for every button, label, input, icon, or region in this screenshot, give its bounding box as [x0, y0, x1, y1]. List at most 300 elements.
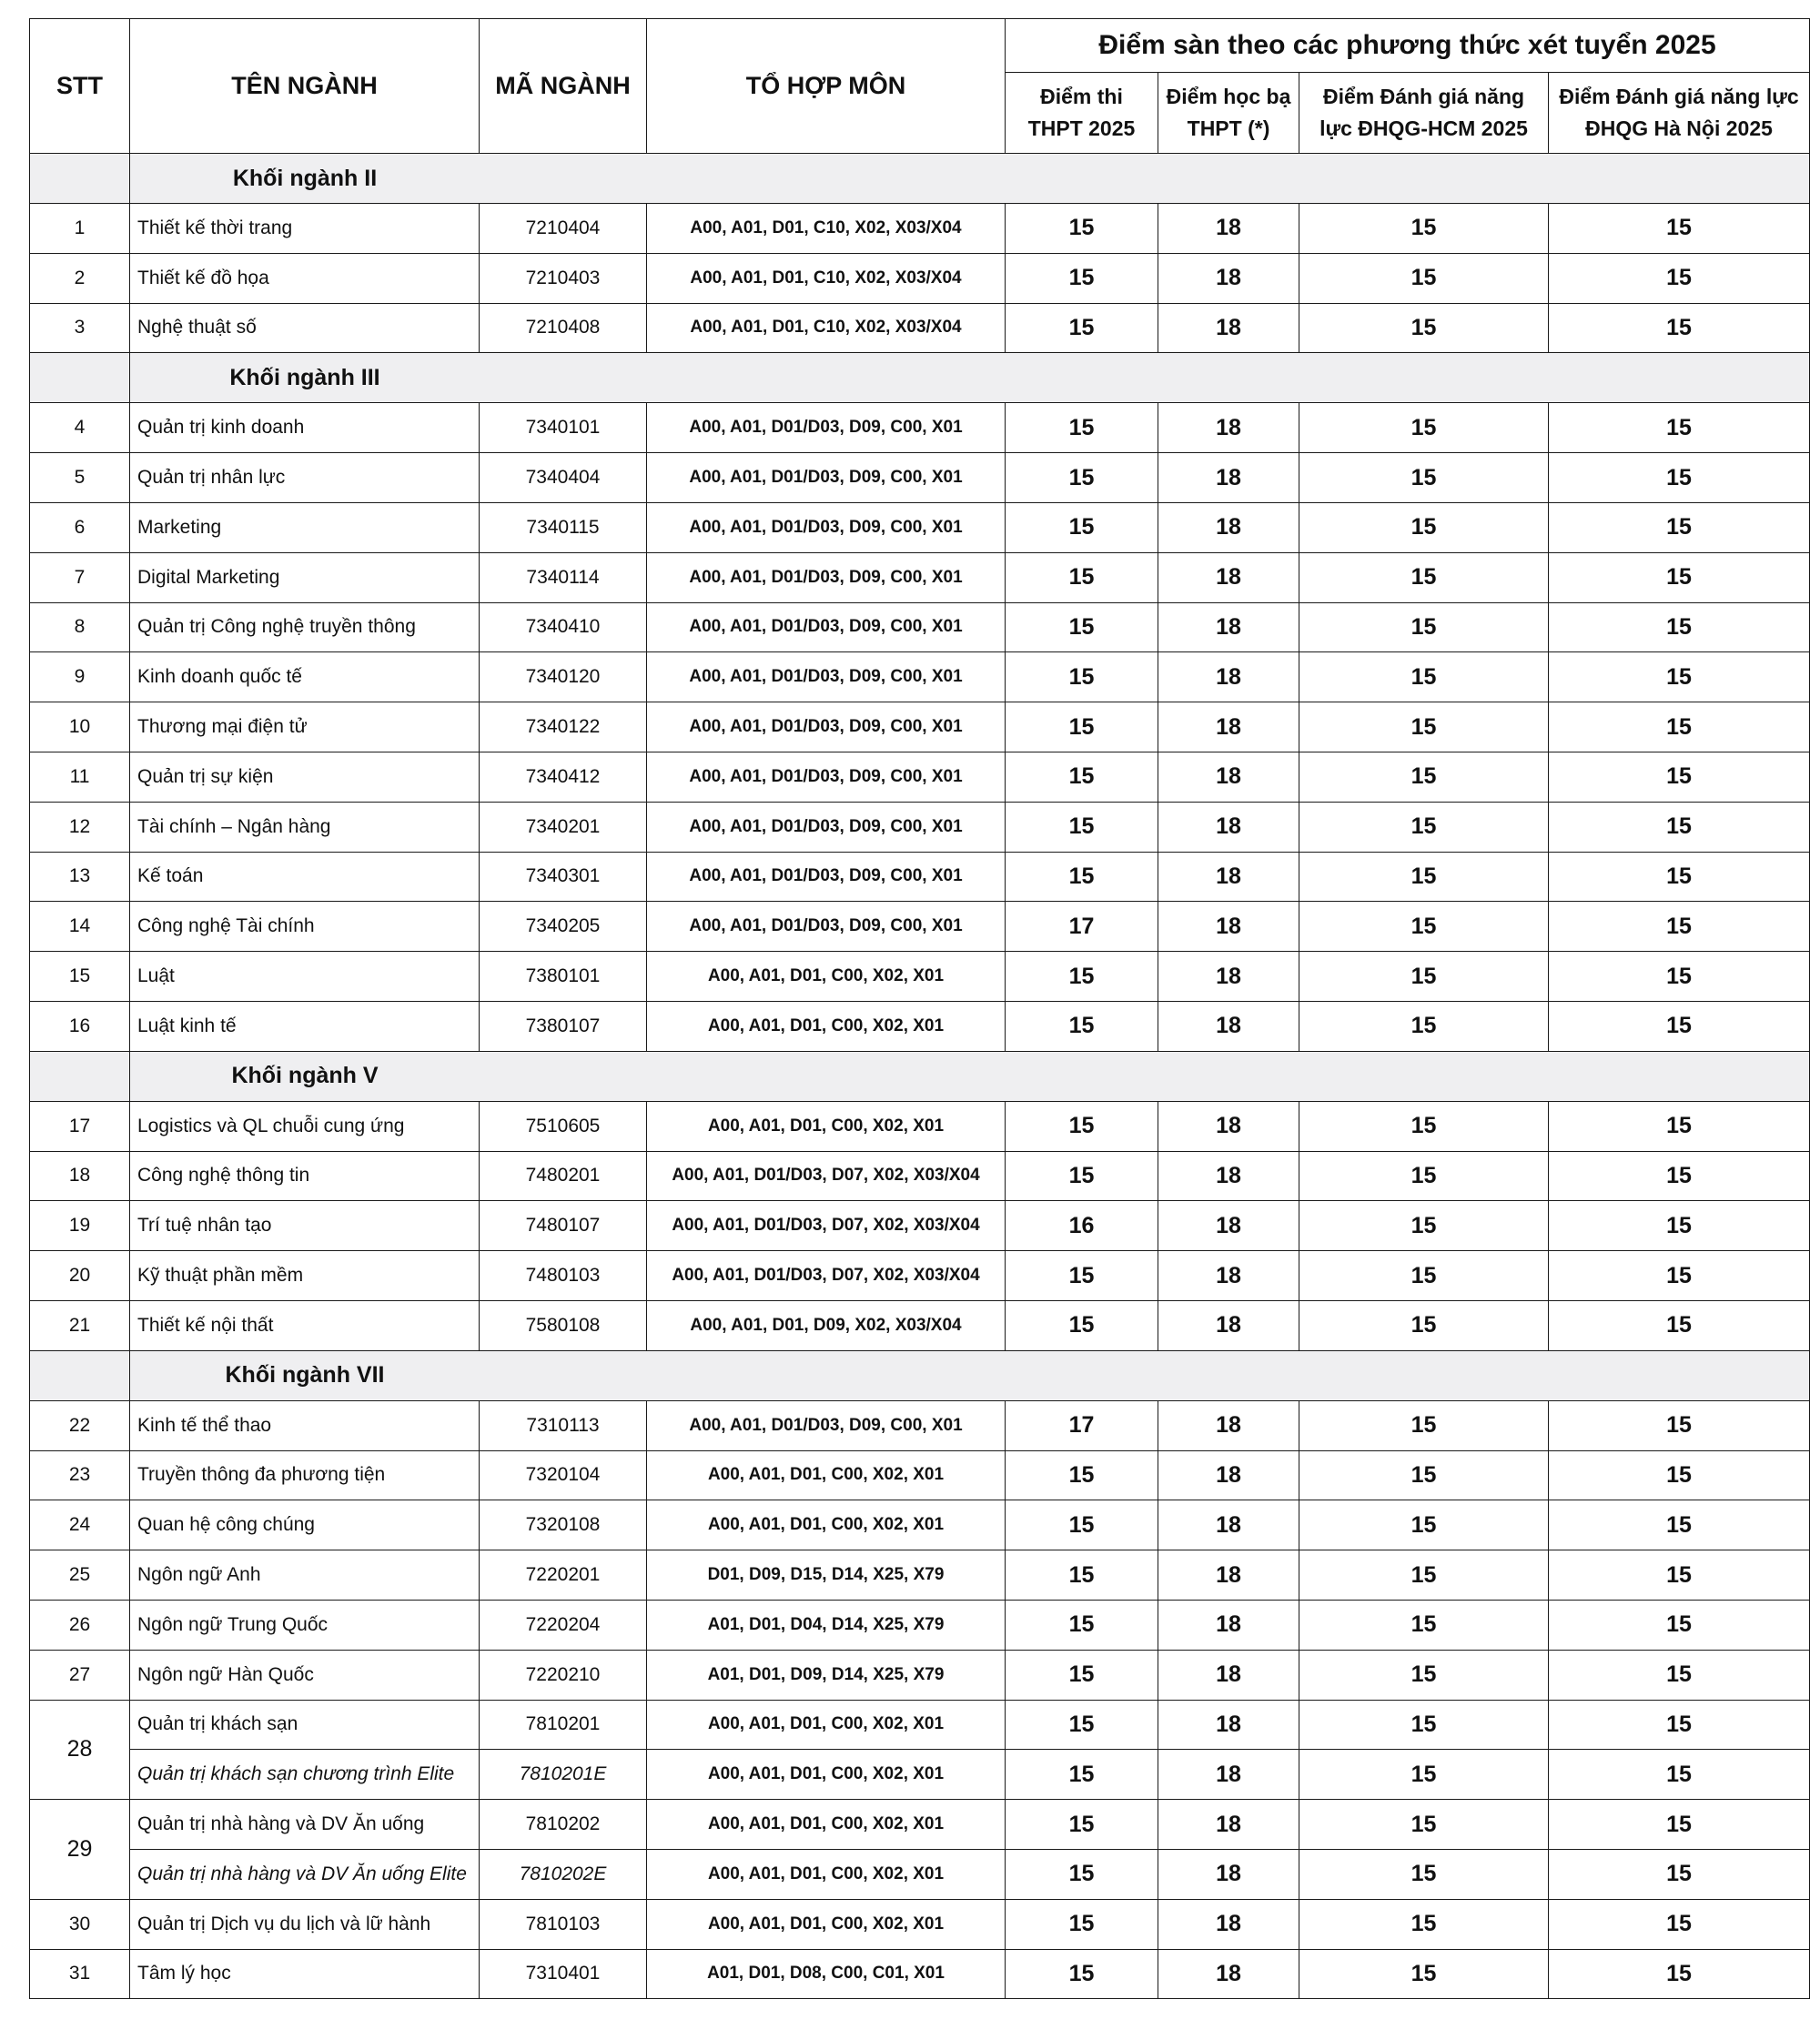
- score-hocba: 18: [1158, 702, 1299, 752]
- score-dgnl-hcm: 15: [1299, 1101, 1549, 1151]
- score-dgnl-hcm: 15: [1299, 1800, 1549, 1850]
- table-header: [30, 19, 1810, 154]
- score-dgnl-hcm: 15: [1299, 1300, 1549, 1350]
- subject-combination: A00, A01, D01/D03, D07, X02, X03/X04: [647, 1151, 1006, 1201]
- score-hocba: 18: [1158, 1800, 1299, 1850]
- score-thpt: 15: [1006, 204, 1158, 254]
- subject-combination: A00, A01, D01/D03, D07, X02, X03/X04: [647, 1201, 1006, 1251]
- subject-combination: A00, A01, D01, C00, X02, X01: [647, 952, 1006, 1002]
- major-code: 7210403: [480, 253, 647, 303]
- admission-score-table: [29, 18, 1810, 1999]
- score-thpt: 15: [1006, 1101, 1158, 1151]
- major-name: Công nghệ thông tin: [130, 1151, 480, 1201]
- major-name: Thương mại điện tử: [130, 702, 480, 752]
- score-dgnl-hcm: 15: [1299, 1201, 1549, 1251]
- row-number: 19: [30, 1201, 130, 1251]
- table-row: [30, 453, 1810, 503]
- table-row: [30, 602, 1810, 652]
- score-dgnl-hn: 15: [1549, 602, 1810, 652]
- subject-combination: A00, A01, D01/D03, D09, C00, X01: [647, 453, 1006, 503]
- major-code: 7380101: [480, 952, 647, 1002]
- score-hocba: 18: [1158, 303, 1299, 353]
- score-hocba: 18: [1158, 902, 1299, 952]
- section-title-cell: [130, 1350, 1810, 1400]
- score-dgnl-hn: 15: [1549, 1151, 1810, 1201]
- score-hocba: 18: [1158, 1400, 1299, 1450]
- subject-combination: A01, D01, D08, C00, C01, X01: [647, 1949, 1006, 1999]
- score-thpt: 15: [1006, 303, 1158, 353]
- score-hocba: 18: [1158, 453, 1299, 503]
- score-thpt: 15: [1006, 1849, 1158, 1899]
- major-code: 7810201: [480, 1700, 647, 1750]
- row-number: 5: [30, 453, 130, 503]
- major-name: Ngôn ngữ Trung Quốc: [130, 1600, 480, 1650]
- table-row: [30, 403, 1810, 453]
- score-dgnl-hcm: 15: [1299, 253, 1549, 303]
- section-row: [30, 154, 1810, 204]
- major-code: 7340205: [480, 902, 647, 952]
- subject-combination: A00, A01, D01/D03, D09, C00, X01: [647, 1400, 1006, 1450]
- major-code: 7510605: [480, 1101, 647, 1151]
- score-thpt: 15: [1006, 652, 1158, 702]
- table-row: [30, 1650, 1810, 1700]
- major-name: Trí tuệ nhân tạo: [130, 1201, 480, 1251]
- subject-combination: A00, A01, D01/D03, D09, C00, X01: [647, 802, 1006, 852]
- subject-combination: A00, A01, D01/D03, D09, C00, X01: [647, 902, 1006, 952]
- row-number: 18: [30, 1151, 130, 1201]
- header-code: MÃ NGÀNH: [480, 19, 647, 154]
- subject-combination: A01, D01, D09, D14, X25, X79: [647, 1650, 1006, 1700]
- major-name: Quản trị sự kiện: [130, 752, 480, 802]
- table-row: [30, 502, 1810, 552]
- subject-combination: A00, A01, D01, C10, X02, X03/X04: [647, 303, 1006, 353]
- score-thpt: 15: [1006, 403, 1158, 453]
- table-row: [30, 1800, 1810, 1850]
- major-name: Quản trị nhà hàng và DV Ăn uống Elite: [130, 1849, 480, 1899]
- score-thpt: 15: [1006, 552, 1158, 602]
- score-hocba: 18: [1158, 1251, 1299, 1301]
- score-thpt: 15: [1006, 702, 1158, 752]
- table-row: [30, 1899, 1810, 1949]
- score-dgnl-hcm: 15: [1299, 552, 1549, 602]
- score-dgnl-hn: 15: [1549, 852, 1810, 902]
- major-name: Thiết kế đồ họa: [130, 253, 480, 303]
- subject-combination: A00, A01, D01, C00, X02, X01: [647, 1899, 1006, 1949]
- header-dgnl-hn-line1: Điểm Đánh giá năng lực: [1559, 85, 1799, 108]
- major-code: 7810103: [480, 1899, 647, 1949]
- score-dgnl-hn: 15: [1549, 752, 1810, 802]
- major-name: Kỹ thuật phần mềm: [130, 1251, 480, 1301]
- row-number: 26: [30, 1600, 130, 1650]
- score-dgnl-hcm: 15: [1299, 802, 1549, 852]
- score-hocba: 18: [1158, 552, 1299, 602]
- major-name: Quản trị Công nghệ truyền thông: [130, 602, 480, 652]
- major-code: 7340404: [480, 453, 647, 503]
- score-thpt: 16: [1006, 1201, 1158, 1251]
- major-name: Thiết kế thời trang: [130, 204, 480, 254]
- major-code: 7210408: [480, 303, 647, 353]
- score-dgnl-hn: 15: [1549, 253, 1810, 303]
- score-thpt: 15: [1006, 253, 1158, 303]
- score-dgnl-hcm: 15: [1299, 1500, 1549, 1550]
- section-title: Khối ngành V: [231, 1063, 379, 1089]
- major-code: 7320104: [480, 1450, 647, 1500]
- score-thpt: 15: [1006, 1300, 1158, 1350]
- major-name: Kinh tế thể thao: [130, 1400, 480, 1450]
- major-name: Quản trị kinh doanh: [130, 403, 480, 453]
- subject-combination: A00, A01, D01, C00, X02, X01: [647, 1101, 1006, 1151]
- section-empty-cell: [30, 154, 130, 204]
- score-hocba: 18: [1158, 1700, 1299, 1750]
- score-dgnl-hn: 15: [1549, 1700, 1810, 1750]
- score-dgnl-hcm: 15: [1299, 1450, 1549, 1500]
- subject-combination: A00, A01, D01, C10, X02, X03/X04: [647, 253, 1006, 303]
- score-hocba: 18: [1158, 852, 1299, 902]
- section-title-cell: [130, 154, 1810, 204]
- major-name: Ngôn ngữ Anh: [130, 1550, 480, 1601]
- score-thpt: 15: [1006, 1600, 1158, 1650]
- score-thpt: 15: [1006, 752, 1158, 802]
- subject-combination: A00, A01, D01, C00, X02, X01: [647, 1450, 1006, 1500]
- subject-combination: A00, A01, D01, C10, X02, X03/X04: [647, 204, 1006, 254]
- score-thpt: 15: [1006, 453, 1158, 503]
- score-hocba: 18: [1158, 1500, 1299, 1550]
- score-dgnl-hn: 15: [1549, 1450, 1810, 1500]
- score-dgnl-hcm: 15: [1299, 1750, 1549, 1800]
- major-code: 7480103: [480, 1251, 647, 1301]
- score-thpt: 15: [1006, 1500, 1158, 1550]
- score-thpt: 15: [1006, 802, 1158, 852]
- major-code: 7340122: [480, 702, 647, 752]
- score-thpt: 15: [1006, 1899, 1158, 1949]
- score-dgnl-hcm: 15: [1299, 1949, 1549, 1999]
- score-table-wrapper: [29, 18, 1810, 1999]
- score-hocba: 18: [1158, 1899, 1299, 1949]
- major-name: Quản trị nhân lực: [130, 453, 480, 503]
- score-dgnl-hn: 15: [1549, 1899, 1810, 1949]
- score-hocba: 18: [1158, 204, 1299, 254]
- score-thpt: 15: [1006, 952, 1158, 1002]
- major-name: Quản trị khách sạn: [130, 1700, 480, 1750]
- score-dgnl-hcm: 15: [1299, 1001, 1549, 1051]
- score-hocba: 18: [1158, 253, 1299, 303]
- row-number: 15: [30, 952, 130, 1002]
- score-thpt: 15: [1006, 1650, 1158, 1700]
- major-code: 7340201: [480, 802, 647, 852]
- row-number: 2: [30, 253, 130, 303]
- score-hocba: 18: [1158, 802, 1299, 852]
- header-combo: TỔ HỢP MÔN: [647, 19, 1006, 154]
- major-code: 7810202E: [480, 1849, 647, 1899]
- score-dgnl-hn: 15: [1549, 952, 1810, 1002]
- table-row: [30, 1500, 1810, 1550]
- row-number: 20: [30, 1251, 130, 1301]
- table-row: [30, 1101, 1810, 1151]
- score-thpt: 17: [1006, 902, 1158, 952]
- header-dgnl-hcm-line1: Điểm Đánh giá năng: [1322, 85, 1525, 108]
- section-row: [30, 1350, 1810, 1400]
- score-hocba: 18: [1158, 1949, 1299, 1999]
- score-dgnl-hcm: 15: [1299, 952, 1549, 1002]
- header-name: TÊN NGÀNH: [130, 19, 480, 154]
- table-row: [30, 652, 1810, 702]
- major-name: Quản trị nhà hàng và DV Ăn uống: [130, 1800, 480, 1850]
- major-name: Quản trị Dịch vụ du lịch và lữ hành: [130, 1899, 480, 1949]
- row-number: 24: [30, 1500, 130, 1550]
- major-code: 7220210: [480, 1650, 647, 1700]
- score-thpt: 15: [1006, 1251, 1158, 1301]
- major-code: 7220204: [480, 1600, 647, 1650]
- major-name: Tâm lý học: [130, 1949, 480, 1999]
- score-thpt: 15: [1006, 1001, 1158, 1051]
- header-thpt: [1006, 73, 1158, 154]
- table-row: [30, 1300, 1810, 1350]
- section-title: Khối ngành VII: [225, 1362, 385, 1389]
- subject-combination: A00, A01, D01/D03, D09, C00, X01: [647, 552, 1006, 602]
- score-hocba: 18: [1158, 1300, 1299, 1350]
- score-dgnl-hn: 15: [1549, 1101, 1810, 1151]
- table-row: [30, 303, 1810, 353]
- section-title-cell: [130, 353, 1810, 403]
- header-stt: STT: [30, 19, 130, 154]
- table-row: [30, 552, 1810, 602]
- score-thpt: 15: [1006, 1151, 1158, 1201]
- score-thpt: 15: [1006, 1450, 1158, 1500]
- table-row: [30, 1151, 1810, 1201]
- score-hocba: 18: [1158, 1450, 1299, 1500]
- score-dgnl-hcm: 15: [1299, 1700, 1549, 1750]
- score-dgnl-hn: 15: [1549, 702, 1810, 752]
- row-number: 9: [30, 652, 130, 702]
- score-thpt: 15: [1006, 1800, 1158, 1850]
- score-hocba: 18: [1158, 403, 1299, 453]
- score-dgnl-hcm: 15: [1299, 1849, 1549, 1899]
- subject-combination: A00, A01, D01, C00, X02, X01: [647, 1849, 1006, 1899]
- major-code: 7580108: [480, 1300, 647, 1350]
- score-hocba: 18: [1158, 952, 1299, 1002]
- subject-combination: A00, A01, D01/D03, D09, C00, X01: [647, 852, 1006, 902]
- table-row: [30, 902, 1810, 952]
- major-name: Nghệ thuật số: [130, 303, 480, 353]
- header-hocba-line1: Điểm học bạ: [1166, 85, 1291, 108]
- score-dgnl-hn: 15: [1549, 204, 1810, 254]
- subject-combination: A00, A01, D01/D03, D09, C00, X01: [647, 752, 1006, 802]
- major-code: 7210404: [480, 204, 647, 254]
- header-thpt-line1: Điểm thi: [1040, 85, 1123, 108]
- header-group-title: Điểm sàn theo các phương thức xét tuyển 2025: [1006, 19, 1810, 73]
- table-row: [30, 1001, 1810, 1051]
- subject-combination: A00, A01, D01/D03, D09, C00, X01: [647, 502, 1006, 552]
- table-row: [30, 1700, 1810, 1750]
- score-hocba: 18: [1158, 752, 1299, 802]
- table-row: [30, 1550, 1810, 1601]
- subject-combination: A00, A01, D01, C00, X02, X01: [647, 1750, 1006, 1800]
- subject-combination: A00, A01, D01/D03, D09, C00, X01: [647, 702, 1006, 752]
- score-dgnl-hn: 15: [1549, 1300, 1810, 1350]
- row-number: 6: [30, 502, 130, 552]
- score-thpt: 15: [1006, 602, 1158, 652]
- table-row: [30, 752, 1810, 802]
- major-code: 7340115: [480, 502, 647, 552]
- score-hocba: 18: [1158, 1201, 1299, 1251]
- score-dgnl-hcm: 15: [1299, 752, 1549, 802]
- header-hocba: [1158, 73, 1299, 154]
- section-title: Khối ngành II: [232, 165, 378, 191]
- major-code: 7340301: [480, 852, 647, 902]
- score-dgnl-hn: 15: [1549, 652, 1810, 702]
- score-dgnl-hn: 15: [1549, 502, 1810, 552]
- table-row: [30, 852, 1810, 902]
- score-thpt: 17: [1006, 1400, 1158, 1450]
- subject-combination: A00, A01, D01, D09, X02, X03/X04: [647, 1300, 1006, 1350]
- row-number: 14: [30, 902, 130, 952]
- subject-combination: A00, A01, D01, C00, X02, X01: [647, 1800, 1006, 1850]
- score-hocba: 18: [1158, 1550, 1299, 1601]
- score-dgnl-hcm: 15: [1299, 204, 1549, 254]
- score-hocba: 18: [1158, 602, 1299, 652]
- row-number: 11: [30, 752, 130, 802]
- row-number: 23: [30, 1450, 130, 1500]
- section-empty-cell: [30, 1051, 130, 1101]
- header-dgnl-hcm: [1299, 73, 1549, 154]
- row-number: 8: [30, 602, 130, 652]
- row-number: 30: [30, 1899, 130, 1949]
- row-number: 1: [30, 204, 130, 254]
- row-number: 27: [30, 1650, 130, 1700]
- score-dgnl-hn: 15: [1549, 453, 1810, 503]
- table-row: [30, 1201, 1810, 1251]
- header-hocba-line2: THPT (*): [1187, 116, 1270, 140]
- major-name: Tài chính – Ngân hàng: [130, 802, 480, 852]
- row-number: 10: [30, 702, 130, 752]
- score-hocba: 18: [1158, 502, 1299, 552]
- score-dgnl-hcm: 15: [1299, 652, 1549, 702]
- score-dgnl-hcm: 15: [1299, 902, 1549, 952]
- major-name: Công nghệ Tài chính: [130, 902, 480, 952]
- subject-combination: A00, A01, D01, C00, X02, X01: [647, 1001, 1006, 1051]
- score-dgnl-hn: 15: [1549, 1550, 1810, 1601]
- major-name: Digital Marketing: [130, 552, 480, 602]
- score-dgnl-hcm: 15: [1299, 502, 1549, 552]
- score-dgnl-hn: 15: [1549, 902, 1810, 952]
- major-code: 7810202: [480, 1800, 647, 1850]
- score-dgnl-hcm: 15: [1299, 1550, 1549, 1601]
- score-thpt: 15: [1006, 502, 1158, 552]
- major-name: Truyền thông đa phương tiện: [130, 1450, 480, 1500]
- row-number: 29: [30, 1800, 130, 1900]
- major-name: Ngôn ngữ Hàn Quốc: [130, 1650, 480, 1700]
- section-empty-cell: [30, 1350, 130, 1400]
- row-number: 31: [30, 1949, 130, 1999]
- section-row: [30, 1051, 1810, 1101]
- subject-combination: A00, A01, D01, C00, X02, X01: [647, 1700, 1006, 1750]
- major-code: 7380107: [480, 1001, 647, 1051]
- major-code: 7220201: [480, 1550, 647, 1601]
- header-dgnl-hn: [1549, 73, 1810, 154]
- score-hocba: 18: [1158, 652, 1299, 702]
- score-dgnl-hn: 15: [1549, 403, 1810, 453]
- row-number: 4: [30, 403, 130, 453]
- score-dgnl-hcm: 15: [1299, 1151, 1549, 1201]
- subject-combination: A00, A01, D01/D03, D07, X02, X03/X04: [647, 1251, 1006, 1301]
- major-code: 7810201E: [480, 1750, 647, 1800]
- score-dgnl-hn: 15: [1549, 1400, 1810, 1450]
- score-dgnl-hn: 15: [1549, 1750, 1810, 1800]
- major-code: 7340410: [480, 602, 647, 652]
- major-code: 7310401: [480, 1949, 647, 1999]
- subject-combination: A01, D01, D04, D14, X25, X79: [647, 1600, 1006, 1650]
- major-name: Marketing: [130, 502, 480, 552]
- section-title: Khối ngành III: [229, 364, 380, 390]
- major-code: 7340412: [480, 752, 647, 802]
- score-dgnl-hcm: 15: [1299, 1650, 1549, 1700]
- subject-combination: A00, A01, D01, C00, X02, X01: [647, 1500, 1006, 1550]
- row-number: 3: [30, 303, 130, 353]
- row-number: 16: [30, 1001, 130, 1051]
- score-dgnl-hn: 15: [1549, 1001, 1810, 1051]
- score-dgnl-hcm: 15: [1299, 403, 1549, 453]
- table-row: [30, 702, 1810, 752]
- score-hocba: 18: [1158, 1001, 1299, 1051]
- major-name: Luật: [130, 952, 480, 1002]
- table-body: [30, 154, 1810, 1999]
- score-dgnl-hn: 15: [1549, 552, 1810, 602]
- score-thpt: 15: [1006, 1550, 1158, 1601]
- row-number: 22: [30, 1400, 130, 1450]
- score-dgnl-hn: 15: [1549, 1251, 1810, 1301]
- score-hocba: 18: [1158, 1151, 1299, 1201]
- row-number: 28: [30, 1700, 130, 1800]
- score-thpt: 15: [1006, 852, 1158, 902]
- subject-combination: A00, A01, D01/D03, D09, C00, X01: [647, 602, 1006, 652]
- score-dgnl-hcm: 15: [1299, 852, 1549, 902]
- subject-combination: D01, D09, D15, D14, X25, X79: [647, 1550, 1006, 1601]
- major-name: Luật kinh tế: [130, 1001, 480, 1051]
- score-dgnl-hn: 15: [1549, 303, 1810, 353]
- score-dgnl-hcm: 15: [1299, 1600, 1549, 1650]
- section-row: [30, 353, 1810, 403]
- table-row: [30, 1450, 1810, 1500]
- score-hocba: 18: [1158, 1600, 1299, 1650]
- score-thpt: 15: [1006, 1750, 1158, 1800]
- row-number: 12: [30, 802, 130, 852]
- score-dgnl-hn: 15: [1549, 1949, 1810, 1999]
- row-number: 21: [30, 1300, 130, 1350]
- header-dgnl-hn-line2: ĐHQG Hà Nội 2025: [1585, 116, 1773, 140]
- score-dgnl-hcm: 15: [1299, 1251, 1549, 1301]
- table-row: [30, 204, 1810, 254]
- table-subrow: [30, 1849, 1810, 1899]
- section-title-cell: [130, 1051, 1810, 1101]
- score-dgnl-hn: 15: [1549, 1500, 1810, 1550]
- score-dgnl-hcm: 15: [1299, 1400, 1549, 1450]
- score-dgnl-hcm: 15: [1299, 303, 1549, 353]
- score-dgnl-hcm: 15: [1299, 1899, 1549, 1949]
- section-empty-cell: [30, 353, 130, 403]
- score-dgnl-hcm: 15: [1299, 453, 1549, 503]
- table-row: [30, 1400, 1810, 1450]
- score-thpt: 15: [1006, 1700, 1158, 1750]
- header-thpt-line2: THPT 2025: [1027, 116, 1136, 140]
- score-dgnl-hn: 15: [1549, 1849, 1810, 1899]
- major-name: Logistics và QL chuỗi cung ứng: [130, 1101, 480, 1151]
- score-dgnl-hcm: 15: [1299, 702, 1549, 752]
- header-dgnl-hcm-line2: lực ĐHQG-HCM 2025: [1320, 116, 1528, 140]
- score-dgnl-hn: 15: [1549, 1800, 1810, 1850]
- score-hocba: 18: [1158, 1101, 1299, 1151]
- major-code: 7340101: [480, 403, 647, 453]
- major-name: Kinh doanh quốc tế: [130, 652, 480, 702]
